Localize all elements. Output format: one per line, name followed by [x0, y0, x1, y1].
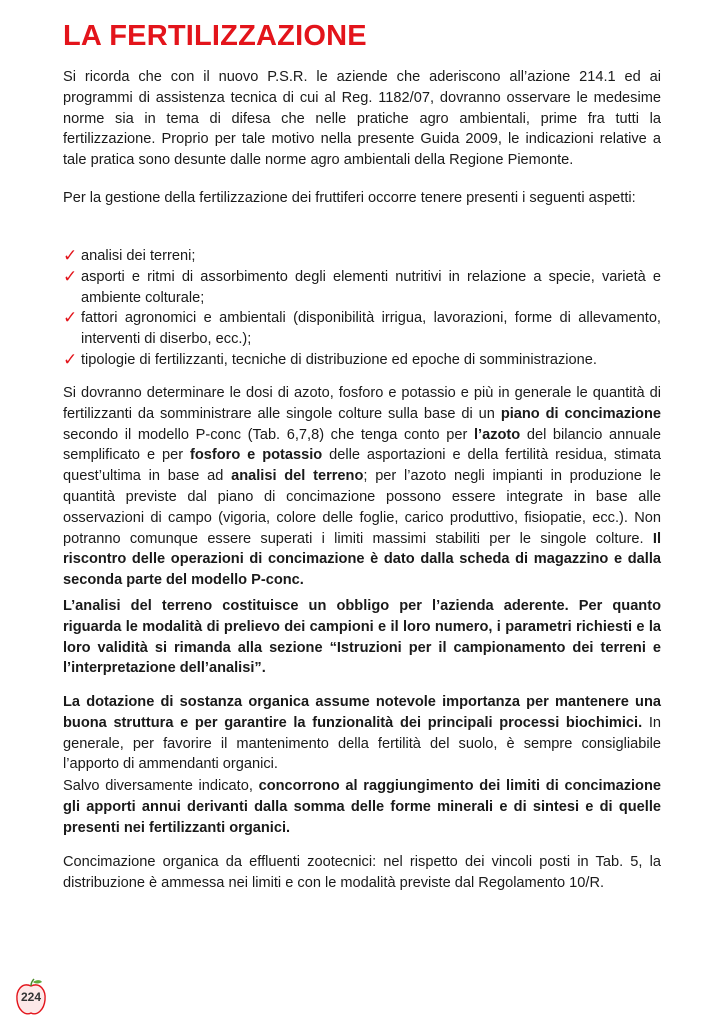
checkmark-icon: ✓: [63, 246, 78, 265]
salvo-bold: concorrono al raggiungimento dei limiti di concimazione gli apporti annui derivanti dalla somma delle forme minerali e di sintesi e di quelle presenti nei fertilizzanti organici.: [63, 778, 661, 836]
dosi-bold-1: piano di concimazione: [500, 405, 661, 422]
intro-paragraph: Si ricorda che con il nuovo P.S.R. le aziende che aderiscono all’azione 214.1 ed ai programmi di assistenza tecnica di cui al Reg. 1182/07, dovranno osservare le medesime norme sia in tema di difesa che nelle pratiche agro ambientali, prime fra tutti la fertilizzazione. Proprio per tale motivo nella presente Guida 2009, le indicazioni relative a tale pratica sono desunte dalle norme agro ambientali della Regione Piemonte.: [63, 69, 661, 169]
list-item: [63, 246, 661, 267]
dosi-bold-3: fosforo e potassio: [190, 447, 323, 464]
dosi-text-2: secondo il modello P-conc (Tab. 6,7,8) che tenga conto per: [63, 426, 474, 443]
dosi-text-3: del bilancio annuale semplificato e per: [63, 426, 661, 464]
list-item: [63, 267, 661, 309]
list-item-text: analisi dei terreni;: [81, 248, 196, 264]
page-title: LA FERTILIZZAZIONE: [63, 20, 367, 52]
dotazione-bold: La dotazione di sostanza organica assume notevole importanza per mantenere una buona struttura e per garantire la funzionalità dei principali processi biochimici.: [63, 694, 661, 731]
checkmark-icon: ✓: [63, 349, 78, 369]
dosi-paragraph: [63, 383, 661, 591]
dosi-bold-4: analisi del terreno: [231, 468, 364, 485]
dosi-text-4: delle asportazioni e della fertilità residua, stimata quest’ultima in base ad: [63, 447, 661, 485]
list-item-text: asporti e ritmi di assorbimento degli elementi nutritivi in relazione a specie, varietà e ambiente colturale;: [81, 268, 661, 306]
dosi-bold-5: Il riscontro delle operazioni di concimazione è dato dalla scheda di magazzino e dalla seconda parte del modello P-conc.: [63, 530, 661, 589]
aspects-intro-paragraph: Per la gestione della fertilizzazione dei fruttiferi occorre tenere presenti i seguenti aspetti:: [63, 190, 636, 206]
checkmark-icon: ✓: [63, 266, 78, 286]
aspects-list: [63, 246, 661, 371]
analisi-paragraph: L’analisi del terreno costituisce un obbligo per l’azienda aderente. Per quanto riguarda le modalità di prelievo dei campioni e il loro numero, i parametri richiesti e la loro validità si rimanda alla sezione “Istruzioni per il campionamento dei terreni e l’interpretazione dell’analisi”.: [63, 598, 661, 677]
dotazione-text: In generale, per favorire il mantenimento della fertilità del suolo, è sempre consigliabile l’apporto di ammendanti organici.: [63, 714, 661, 773]
page-number-badge: [14, 978, 48, 1018]
page-number: 224: [20, 990, 42, 1004]
list-item-text: tipologie di fertilizzanti, tecniche di distribuzione ed epoche di somministrazione.: [81, 351, 597, 368]
salvo-paragraph: [63, 776, 661, 838]
list-item: [63, 308, 661, 350]
dosi-text-1: Si dovranno determinare le dosi di azoto, fosforo e potassio e più in generale le quantità di fertilizzanti da somministrare alle singole colture sulla base di un: [63, 385, 661, 422]
dosi-text-5: ; per l’azoto negli impianti in produzione le quantità previste dal piano di concimazione possono essere integrate in base alle osservazioni di campo (vigoria, colore delle foglie, carico produttivo, fisiopatie, ecc.). Non potranno comunque essere superati i limiti massimi stabiliti per le singole colture.: [63, 468, 661, 547]
dosi-bold-2: l’azoto: [474, 426, 521, 443]
salvo-text: Salvo diversamente indicato,: [63, 778, 259, 794]
list-item: [63, 350, 661, 371]
organica-paragraph: Concimazione organica da effluenti zootecnici: nel rispetto dei vincoli posti in Tab. 5, la distribuzione è ammessa nei limiti e con le modalità previste dal Regolamento 10/R.: [63, 854, 661, 891]
list-item-text: fattori agronomici e ambientali (disponibilità irrigua, lavorazioni, forme di allevamento, interventi di diserbo, ecc.);: [81, 310, 661, 348]
dotazione-paragraph: [63, 692, 661, 775]
checkmark-icon: ✓: [63, 308, 78, 328]
